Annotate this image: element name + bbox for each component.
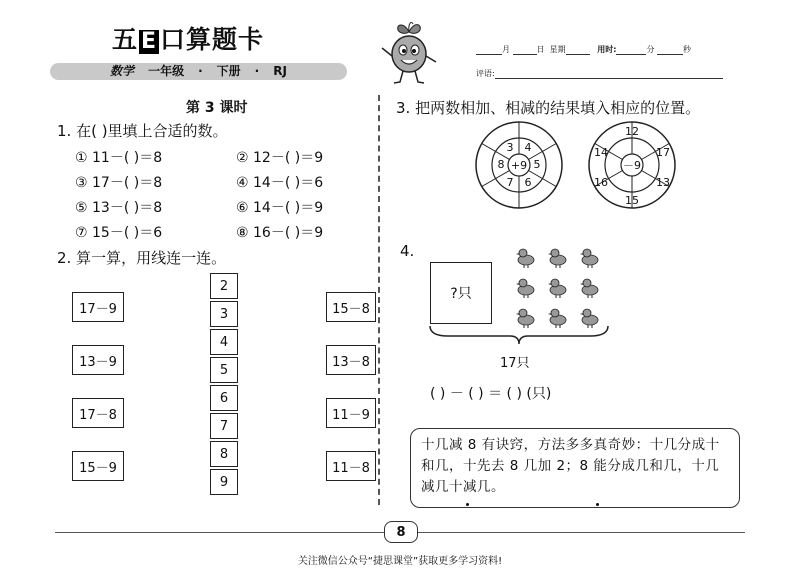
wheel-sub-center: －9 — [623, 159, 641, 172]
q2-right-expr: 15－8 — [326, 292, 376, 322]
wheel-add-inner: 3 — [506, 141, 514, 154]
lesson-title: 第 3 课时 — [186, 100, 248, 116]
wheel-add-inner: 7 — [506, 176, 514, 189]
brand-title — [112, 20, 264, 56]
footer-note: 关注微信公众号“捷思课堂”获取更多学习资料! — [297, 556, 503, 567]
q2-left-expr: 15－9 — [72, 451, 124, 481]
wheel-sub — [587, 120, 677, 210]
wheel-sub-outer: 16 — [594, 176, 608, 189]
brace-icon — [428, 324, 610, 346]
wheel-add-inner: 8 — [497, 158, 505, 171]
q2-number: 9 — [210, 469, 238, 495]
term-label: 下册 — [216, 64, 241, 78]
subject-bar — [50, 63, 347, 80]
wheel-sub-outer: 15 — [625, 194, 639, 207]
page-number: 8 — [384, 521, 418, 543]
edition-label: RJ — [273, 64, 287, 78]
wheel-add — [474, 120, 564, 210]
comment-label: 评语: — [476, 69, 495, 78]
q2-number: 6 — [210, 385, 238, 411]
wheel-sub-outer: 17 — [656, 146, 670, 159]
brand-post: 口算题卡 — [160, 25, 265, 54]
wheel-add-inner: 6 — [524, 176, 532, 189]
wheel-add-inner: 5 — [533, 158, 541, 171]
q2-left-expr: 17－9 — [72, 292, 124, 322]
emphasis-dot — [466, 503, 469, 506]
brand-pre: 五 — [112, 25, 139, 54]
month-label: 月 — [502, 45, 510, 54]
column-divider — [378, 95, 380, 505]
q1-item: ⑦ 15－( )＝6 — [75, 225, 163, 241]
week-label: 星期 — [549, 45, 566, 54]
q1-item: ② 12－( )＝9 — [236, 150, 324, 166]
wheel-sub-outer: 14 — [594, 146, 608, 159]
q2-right-expr: 13－8 — [326, 345, 376, 375]
wheel-sub-outer: 12 — [625, 125, 639, 138]
subject-label: 数学 — [110, 64, 135, 78]
date-row — [476, 44, 691, 55]
q1-prompt: 1. 在( )里填上合适的数。 — [57, 122, 228, 140]
q1-item: ① 11－( )＝8 — [75, 150, 163, 166]
q4-label: 4. — [400, 242, 415, 260]
q2-right-expr: 11－8 — [326, 451, 376, 481]
separator: · — [198, 64, 203, 78]
q2-number: 5 — [210, 357, 238, 383]
time-label: 用时: — [597, 45, 617, 54]
q2-prompt: 2. 算一算，用线连一连。 — [57, 249, 227, 267]
q2-left-expr: 13－9 — [72, 345, 124, 375]
q1-item: ⑧ 16－( )＝9 — [236, 225, 324, 241]
q1-item: ⑤ 13－( )＝8 — [75, 200, 163, 216]
emphasis-dot — [596, 503, 599, 506]
q1-item: ③ 17－( )＝8 — [75, 175, 163, 191]
brand-e-logo: E — [141, 29, 158, 54]
rhyme-box — [410, 428, 740, 508]
q2-left-expr: 17－8 — [72, 398, 124, 428]
wheel-sub-outer: 13 — [656, 176, 670, 189]
separator: · — [254, 64, 260, 78]
duck-group-icon — [512, 242, 608, 334]
q2-number: 8 — [210, 441, 238, 467]
q2-number: 4 — [210, 329, 238, 355]
q2-right-expr: 11－9 — [326, 398, 376, 428]
q4-equation: ( ) － ( ) ＝ ( ) (只) — [430, 386, 552, 402]
rhyme-text: 十几减 8 有诀窍，方法多多真奇妙：十几分成十和几，十先去 8 几加 2；8 能分成几和几，十几减几十减几。 — [421, 437, 720, 495]
q2-number: 7 — [210, 413, 238, 439]
q4-total: 17只 — [500, 356, 530, 371]
wheel-add-center: +9 — [510, 159, 528, 172]
q4-unknown-box: ?只 — [430, 262, 492, 324]
q2-number: 2 — [210, 273, 238, 299]
day-label: 日 — [536, 45, 545, 54]
q3-prompt: 3. 把两数相加、相减的结果填入相应的位置。 — [396, 99, 701, 117]
q1-item: ④ 14－( )＝6 — [236, 175, 324, 191]
grade-label: 一年级 — [148, 64, 185, 78]
minute-label: 分 — [646, 45, 655, 54]
second-label: 秒 — [683, 45, 692, 54]
mascot-icon — [374, 18, 444, 88]
comment-row — [476, 68, 723, 79]
q2-number: 3 — [210, 301, 238, 327]
wheel-add-inner: 4 — [524, 141, 532, 154]
q1-item: ⑥ 14－( )＝9 — [236, 200, 324, 216]
